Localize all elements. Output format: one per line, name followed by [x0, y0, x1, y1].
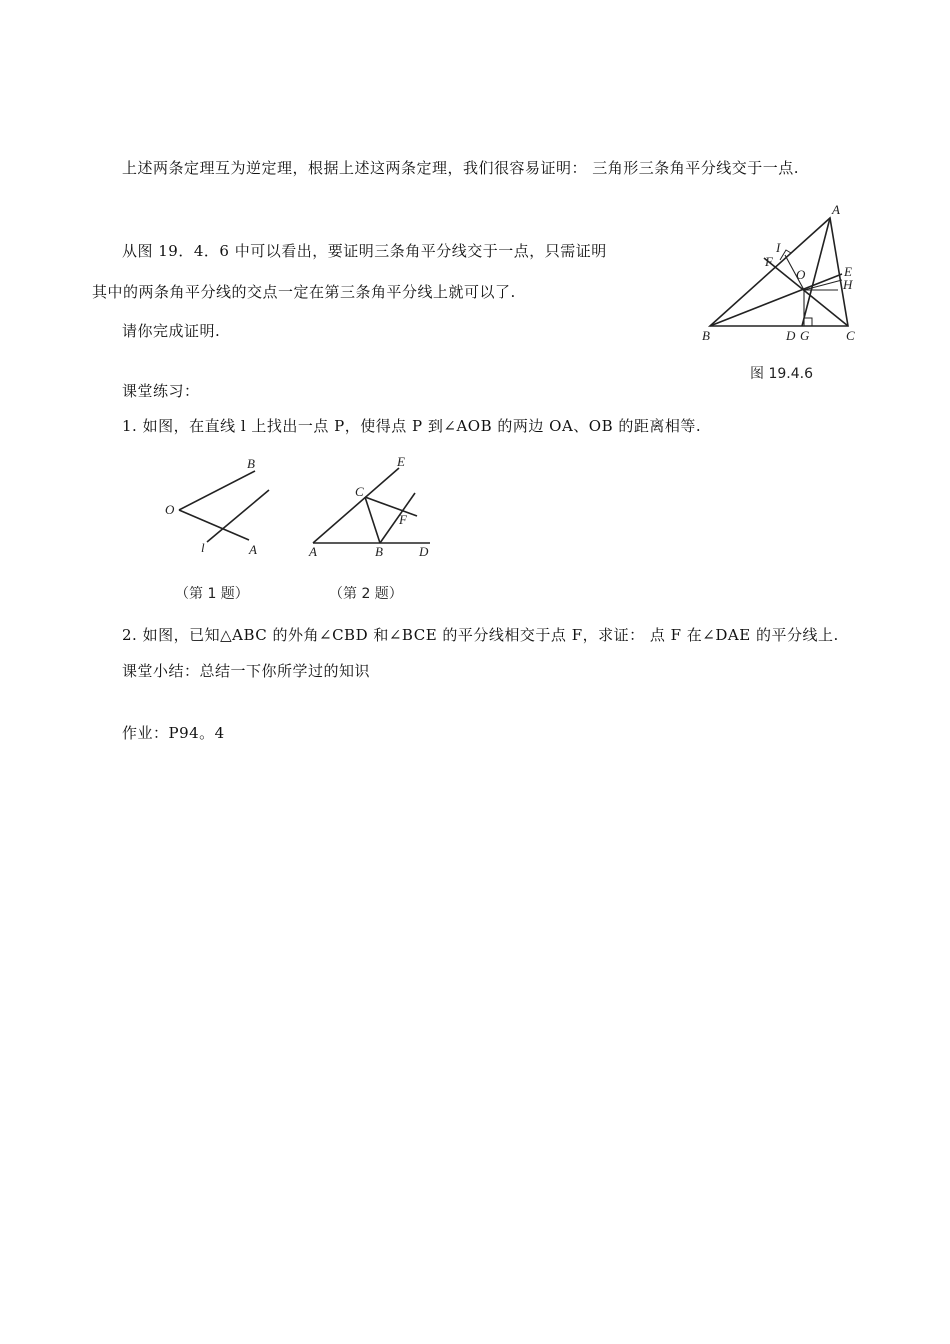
- q2-label-E: E: [397, 454, 405, 469]
- fig-label-G: G: [800, 328, 810, 343]
- q1-label-B: B: [247, 456, 255, 471]
- fig-label-D: D: [786, 328, 796, 343]
- q1-caption: （第 1 题）: [175, 586, 249, 602]
- paragraph-theorem: 上述两条定理互为逆定理，根据上述这两条定理，我们很容易证明： 三角形三条角平分线交于一点.: [122, 159, 800, 177]
- fig-label-F: F: [765, 254, 773, 269]
- question-2: 2. 如图，已知△ABC 的外角∠CBD 和∠BCE 的平分线相交于点 F，求证： 点 F 在∠DAE 的平分线上.: [122, 626, 839, 644]
- summary-line: 课堂小结：总结一下你所学过的知识: [122, 662, 371, 680]
- fig-label-A: A: [832, 202, 840, 217]
- homework-line: 作业：P94。4: [122, 724, 225, 742]
- figure-question-1: [155, 450, 285, 610]
- paragraph-figure-ref-cont: 其中的两条角平分线的交点一定在第三条角平分线上就可以了.: [92, 283, 516, 301]
- q2-label-A: A: [309, 544, 317, 559]
- q2-label-D: D: [419, 544, 429, 559]
- q1-label-A: A: [249, 542, 257, 557]
- fig-label-C: C: [846, 328, 855, 343]
- fig-label-O: O: [796, 267, 806, 282]
- q1-label-O: O: [165, 502, 175, 517]
- practice-heading: 课堂练习：: [122, 382, 200, 400]
- question-1: 1. 如图，在直线 l 上找出一点 P，使得点 P 到∠AOB 的两边 OA、OB 的距离相等.: [122, 417, 702, 435]
- figure-question-2: [305, 450, 445, 610]
- fig-caption-19-4-6: 图 19.4.6: [750, 366, 813, 382]
- fig-label-H: H: [843, 277, 853, 292]
- fig-label-E: E: [844, 264, 852, 279]
- q2-caption: （第 2 题）: [329, 586, 403, 602]
- q1-label-l: l: [201, 540, 205, 555]
- figure-19-4-6: [690, 200, 870, 390]
- q2-label-F: F: [399, 512, 407, 527]
- paragraph-complete-proof: 请你完成证明.: [122, 322, 221, 340]
- q2-label-B: B: [375, 544, 383, 559]
- fig-label-B: B: [702, 328, 710, 343]
- paragraph-figure-ref: 从图 19．4．6 中可以看出，要证明三条角平分线交于一点，只需证明: [122, 242, 607, 260]
- fig-label-I: I: [776, 240, 781, 255]
- q2-label-C: C: [355, 484, 364, 499]
